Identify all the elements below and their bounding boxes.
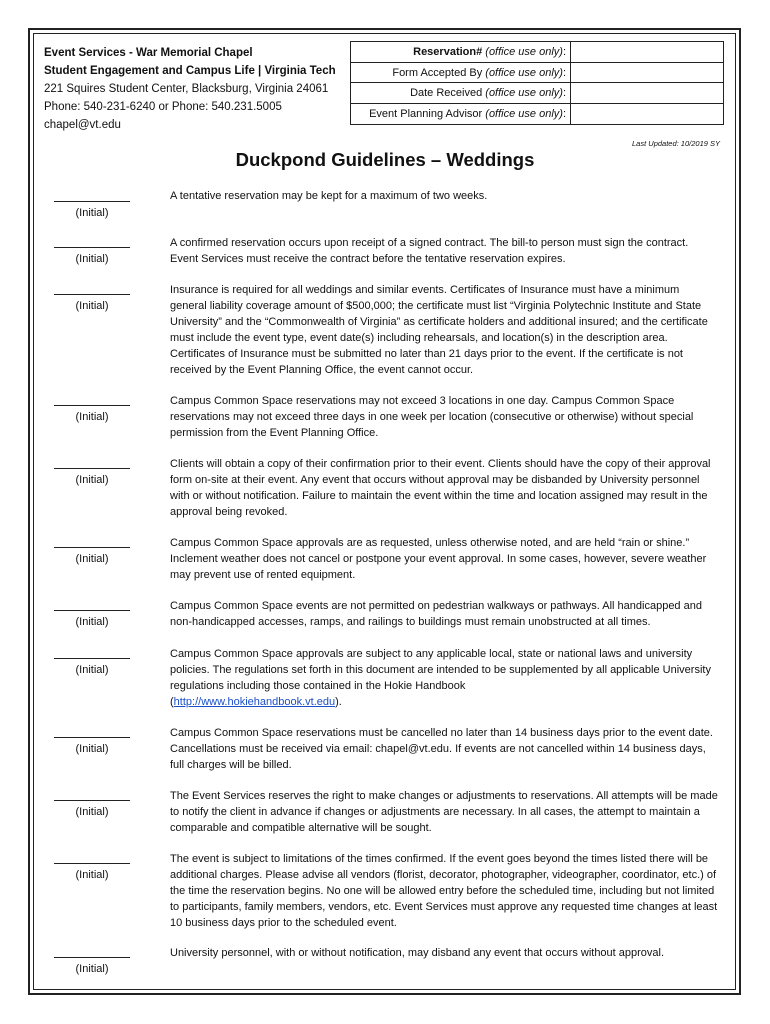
initial-block [54,863,130,881]
office-label-reservation: Reservation# (office use only): [351,42,571,62]
office-row-date-received [351,83,723,104]
org-name: Event Services - War Memorial Chapel [44,47,253,59]
guideline-text: A confirmed reservation occurs upon receipt of a signed contract. The bill-to person must sign the contract. Event Services must receive the contract before the tentative reservation expires. [170,237,689,265]
guideline-text: Campus Common Space reservations must be cancelled no later than 14 business days prior to the event date. Cancellations must be received via email: chapel@vt.edu. If events are not cancelled within 14 business days, full charges will be billed. [170,727,713,771]
reservation-number-field[interactable] [571,42,723,62]
initial-label: (Initial) [75,743,109,755]
guideline-text-body: Campus Common Space approvals are subject to any applicable local, state or national laws and university policies. The regulations set forth in this document are intended to be supplemented by all applicable University regulations including those contained in the Hokie Handbook [170,648,711,692]
org-email: chapel@vt.edu [44,119,121,131]
guideline-text: Campus Common Space approvals are as requested, unless otherwise noted, and are held “rain or shine.” Inclement weather does not cancel or postpone your event approval. In some cases, however, severe weather may prevent use of rented equipment. [170,537,707,581]
initial-label: (Initial) [75,300,109,312]
initial-label: (Initial) [75,664,109,676]
initial-line[interactable] [54,201,130,202]
event-planning-advisor-field[interactable] [571,104,723,125]
form-accepted-by-field[interactable] [571,63,723,83]
guideline-text: Clients will obtain a copy of their confirmation prior to their event. Clients should have the copy of their approval form on-site at their event. Any event that occurs without approval may be disbanded by University personnel with or without notification. Failure to maintain the event within the time and location assigned may result in the approval being revoked. [170,458,711,518]
org-phone: Phone: 540-231-6240 or Phone: 540.231.5005 [44,101,282,113]
date-received-field[interactable] [571,83,723,103]
office-label-accepted-by: Form Accepted By (office use only): [351,63,571,83]
initial-block [54,294,130,312]
guideline-text: The event is subject to limitations of the times confirmed. If the event goes beyond the times listed there will be additional charges. Please advise all vendors (florist, decorator, photographer, videographer, coordinator, etc.) of the time the reservation begins. No one will be allowed entry before the scheduled time, including but not limited to participants, family members, vendors, etc. Event Services must approve any requested time changes at least 10 business days prior to the scheduled event. [170,853,718,929]
initial-block [54,658,130,676]
office-row-reservation [351,42,723,63]
initial-line[interactable] [54,658,130,659]
office-row-advisor [351,104,723,125]
initial-label: (Initial) [75,253,109,265]
initial-line[interactable] [54,863,130,864]
office-row-accepted-by [351,63,723,84]
guideline-text: Insurance is required for all weddings and similar events. Certificates of Insurance must have a minimum general liability coverage amount of $500,000; the certificate must list “Virginia Polytechnic Institute and State University” and the “Commonwealth of Virginia” as certificate holders and additional insured; and the certificate must include the event type, event date(s) including rehearsals, and location(s) in the description area. Certificates of Insurance must be submitted no later than 21 days prior to the event. If the certificate is not received by the Event Planning Office, the event cannot occur. [170,284,708,376]
guideline-text: Campus Common Space reservations may not exceed 3 locations in one day. Campus Common Space reservations may not exceed three days in one week per location (consecutive or otherwise) without special permission from the Event Planning Office. [170,395,694,439]
organization-block [44,44,336,134]
initial-block [54,201,130,219]
initial-label: (Initial) [75,474,109,486]
initial-line[interactable] [54,405,130,406]
hokie-handbook-link[interactable]: http://www.hokiehandbook.vt.edu [173,696,336,708]
initial-block [54,468,130,486]
initial-block [54,547,130,565]
initial-line[interactable] [54,547,130,548]
initial-block [54,405,130,423]
initial-line[interactable] [54,957,130,958]
initial-line[interactable] [54,610,130,611]
hokie-link-close: ). [335,696,342,708]
last-updated: Last Updated: 10/2019 SY [632,139,720,148]
org-address: 221 Squires Student Center, Blacksburg, Virginia 24061 [44,83,329,95]
initial-block [54,957,130,975]
initial-block [54,737,130,755]
initial-label: (Initial) [75,207,109,219]
initial-line[interactable] [54,247,130,248]
office-use-table [350,41,724,125]
guideline-text: A tentative reservation may be kept for a maximum of two weeks. [170,190,488,202]
initial-label: (Initial) [75,553,109,565]
page-title: Duckpond Guidelines – Weddings [235,149,535,170]
initial-label: (Initial) [75,963,109,975]
initial-block [54,610,130,628]
initial-label: (Initial) [75,869,109,881]
office-label-date-received: Date Received (office use only): [351,83,571,103]
office-label-advisor: Event Planning Advisor (office use only): [351,104,571,125]
initial-block [54,800,130,818]
guideline-text: Campus Common Space events are not permitted on pedestrian walkways or pathways. All handicapped and non-handicapped accesses, ramps, and railings to buildings must remain unobstructed at all times. [170,600,702,628]
guideline-text: University personnel, with or without notification, may disband any event that occurs without approval. [170,947,665,959]
initial-label: (Initial) [75,806,109,818]
initial-label: (Initial) [75,616,109,628]
initial-line[interactable] [54,468,130,469]
initial-line[interactable] [54,294,130,295]
initial-block [54,247,130,265]
org-department: Student Engagement and Campus Life | Virginia Tech [44,65,336,77]
guideline-text [170,646,718,710]
initial-label: (Initial) [75,411,109,423]
guideline-text: The Event Services reserves the right to make changes or adjustments to reservations. All attempts will be made to notify the client in advance if changes or adjustments are necessary. In all cases, the attempt to maintain a comparable and compatible alternative will be sought. [170,790,718,834]
hokie-link-open: ( [170,696,174,708]
initial-line[interactable] [54,800,130,801]
initial-line[interactable] [54,737,130,738]
